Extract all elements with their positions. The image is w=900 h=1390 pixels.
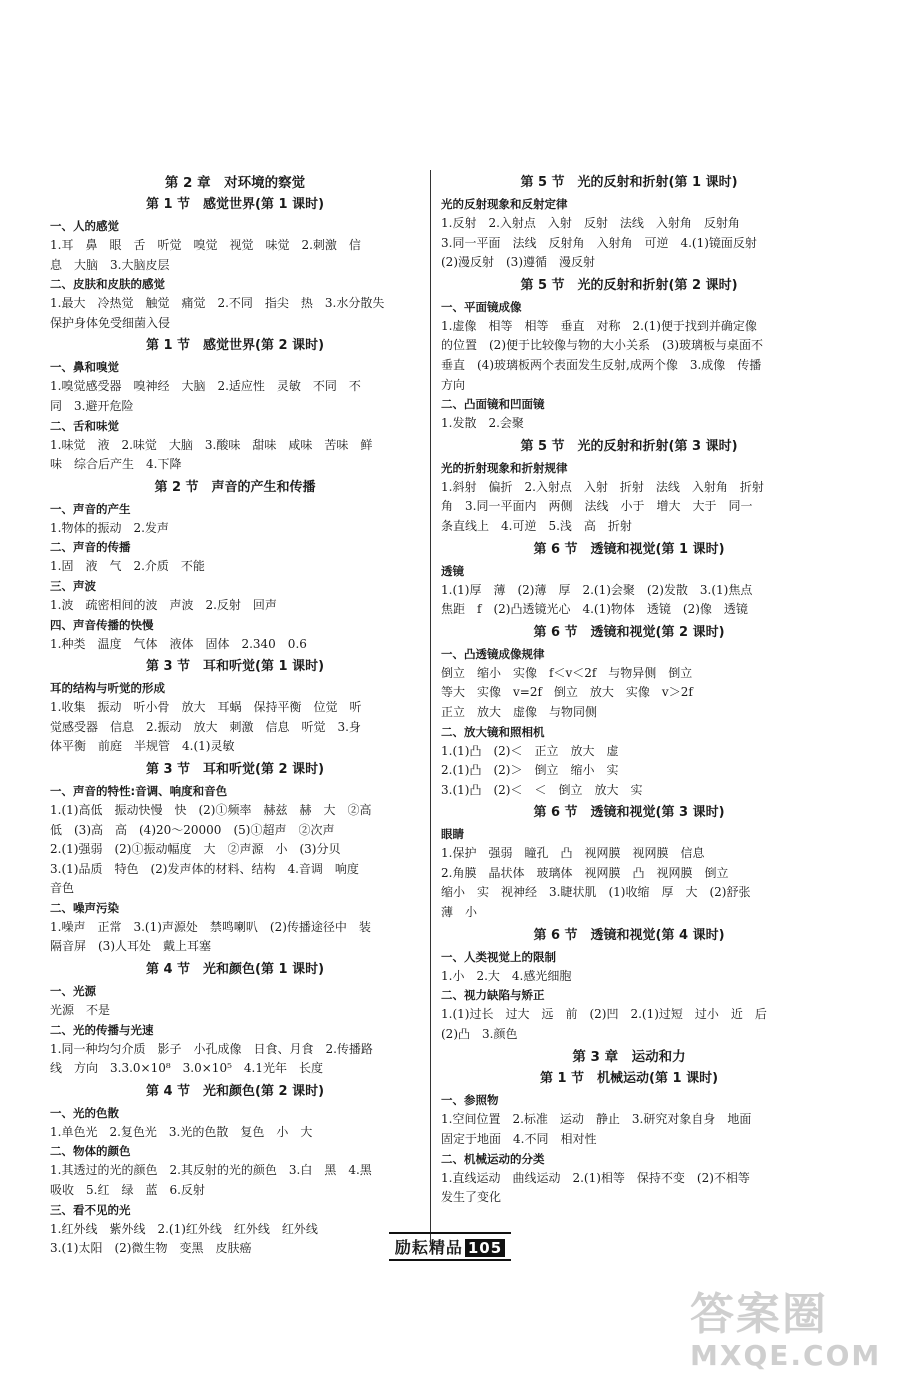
subsection-heading: 眼睛 bbox=[441, 827, 464, 842]
answer-line: 1.红外线 紫外线 2.(1)红外线 红外线 红外线 bbox=[50, 1221, 318, 1236]
section-heading: 第 5 节 光的反射和折射(第 2 课时) bbox=[520, 277, 738, 293]
answer-line: 1.单色光 2.复色光 3.光的色散 复色 小 大 bbox=[50, 1124, 313, 1139]
watermark-url: MXQE.COM bbox=[690, 1339, 882, 1372]
watermark-title: 答案圈 bbox=[690, 1289, 828, 1340]
section-heading: 第 6 节 透镜和视觉(第 4 课时) bbox=[533, 927, 725, 943]
answer-line: 1.固 液 气 2.介质 不能 bbox=[50, 559, 205, 574]
answer-line: 1.耳 鼻 眼 舌 听觉 嗅觉 视觉 味觉 2.刺激 信 bbox=[50, 238, 361, 252]
subsection-heading: 二、凸面镜和凹面镜 bbox=[441, 397, 545, 412]
answer-line: 光源 不是 bbox=[50, 1003, 111, 1018]
subsection-heading: 一、参照物 bbox=[441, 1093, 499, 1108]
answer-line: 1.(1)过长 过大 远 前 (2)凹 2.(1)过短 过小 近 后 bbox=[441, 1007, 767, 1022]
subsection-heading: 二、噪声污染 bbox=[50, 900, 119, 915]
subsection-heading: 三、声波 bbox=[50, 578, 96, 593]
answer-line: 1.收集 振动 听小骨 放大 耳蜗 保持平衡 位觉 听 bbox=[50, 700, 362, 715]
section-heading: 第 2 节 声音的产生和传播 bbox=[154, 479, 316, 495]
answer-line: 体平衡 前庭 半规管 4.(1)灵敏 bbox=[50, 739, 235, 754]
answer-line: 1.小 2.大 4.感光细胞 bbox=[441, 968, 572, 983]
subsection-heading: 一、鼻和嗅觉 bbox=[50, 360, 119, 375]
answer-line: 2.角膜 晶状体 玻璃体 视网膜 凸 视网膜 倒立 bbox=[441, 865, 729, 880]
section-heading: 第 1 节 机械运动(第 1 课时) bbox=[539, 1071, 719, 1087]
chapter-heading: 第 3 章 运动和力 bbox=[572, 1049, 686, 1066]
section-heading: 第 1 节 感觉世界(第 2 课时) bbox=[145, 338, 325, 354]
subsection-heading: 二、物体的颜色 bbox=[50, 1144, 131, 1159]
brand-logo bbox=[389, 1232, 511, 1261]
answer-line: 1.斜射 偏折 2.入射点 入射 折射 法线 入射角 折射 bbox=[441, 479, 764, 494]
answer-line: 3.(1)太阳 (2)微生物 变黑 皮肤癌 bbox=[50, 1241, 252, 1256]
answer-line: 1.直线运动 曲线运动 2.(1)相等 保持不变 (2)不相等 bbox=[441, 1170, 750, 1185]
subsection-heading: 一、人的感觉 bbox=[50, 219, 119, 233]
answer-line: 1.虚像 相等 相等 垂直 对称 2.(1)便于找到并确定像 bbox=[441, 318, 757, 333]
right-column bbox=[441, 170, 817, 1208]
subsection-heading: 二、放大镜和照相机 bbox=[441, 724, 545, 739]
section-heading: 第 6 节 透镜和视觉(第 1 课时) bbox=[533, 541, 725, 557]
subsection-heading: 二、光的传播与光速 bbox=[50, 1022, 154, 1037]
answer-line: 同 3.避开危险 bbox=[50, 398, 134, 413]
answer-line: 2.(1)强弱 (2)①振动幅度 大 ②声源 小 (3)分贝 bbox=[50, 842, 341, 857]
answer-line: 垂直 (4)玻璃板两个表面发生反射,成两个像 3.成像 传播 bbox=[441, 357, 762, 372]
answer-line: 等大 实像 v=2f 倒立 放大 实像 v＞2f bbox=[441, 685, 693, 700]
answer-line: 方向 bbox=[441, 377, 466, 392]
answer-line: 音色 bbox=[50, 881, 75, 896]
section-heading: 第 3 节 耳和听觉(第 1 课时) bbox=[145, 659, 325, 675]
subsection-heading: 透镜 bbox=[441, 563, 464, 578]
answer-line: 1.种类 温度 气体 液体 固体 2.340 0.6 bbox=[50, 636, 307, 651]
answer-line: 线 方向 3.3.0×10⁸ 3.0×10⁵ 4.1光年 长度 bbox=[50, 1061, 323, 1076]
answer-line: 吸收 5.红 绿 蓝 6.反射 bbox=[50, 1183, 205, 1198]
answer-line: 1.物体的振动 2.发声 bbox=[50, 520, 169, 535]
answer-line: 低 (3)高 高 (4)20～20000 (5)①超声 ②次声 bbox=[50, 822, 335, 837]
answer-line: 1.空间位置 2.标准 运动 静止 3.研究对象自身 地面 bbox=[441, 1112, 752, 1127]
answer-line: 保护身体免受细菌入侵 bbox=[50, 315, 171, 330]
section-heading: 第 6 节 透镜和视觉(第 2 课时) bbox=[533, 624, 725, 640]
answer-line: 1.(1)高低 振动快慢 快 (2)①频率 赫兹 赫 大 ②高 bbox=[50, 802, 372, 817]
left-column bbox=[50, 170, 420, 1259]
subsection-heading: 二、视力缺陷与矫正 bbox=[441, 988, 545, 1003]
answer-line: 正立 放大 虚像 与物同侧 bbox=[441, 704, 598, 719]
watermark bbox=[690, 1290, 890, 1380]
answer-line: 1.其透过的光的颜色 2.其反射的光的颜色 3.白 黑 4.黑 bbox=[50, 1163, 372, 1178]
subsection-heading: 二、皮肤和皮肤的感觉 bbox=[50, 277, 165, 292]
subsection-heading: 二、声音的传播 bbox=[50, 540, 131, 555]
answer-line: 1.(1)凸 (2)＜ 正立 放大 虚 bbox=[441, 743, 619, 758]
answer-line: 1.波 疏密相间的波 声波 2.反射 回声 bbox=[50, 597, 277, 612]
answer-line: 1.(1)厚 薄 (2)薄 厚 2.(1)会聚 (2)发散 3.(1)焦点 bbox=[441, 582, 753, 597]
subsection-heading: 一、声音的特性:音调、响度和音色 bbox=[50, 783, 228, 798]
answer-line: 觉感受器 信息 2.振动 放大 刺激 信息 听觉 3.身 bbox=[50, 719, 361, 734]
section-heading: 第 3 节 耳和听觉(第 2 课时) bbox=[145, 761, 325, 777]
answer-line: 1.噪声 正常 3.(1)声源处 禁鸣喇叭 (2)传播途径中 装 bbox=[50, 919, 371, 934]
answer-line: 3.(1)凸 (2)＜ ＜ 倒立 放大 实 bbox=[441, 782, 643, 797]
answer-line: 1.味觉 液 2.味觉 大脑 3.酸味 甜味 咸味 苦味 鲜 bbox=[50, 437, 373, 452]
chapter-heading: 第 2 章 对环境的察觉 bbox=[164, 175, 306, 191]
page-number: 105 bbox=[465, 1239, 505, 1257]
section-heading: 第 4 节 光和颜色(第 1 课时) bbox=[145, 962, 325, 978]
subsection-heading: 一、光源 bbox=[50, 984, 96, 999]
subsection-heading: 光的折射现象和折射规律 bbox=[441, 460, 568, 475]
page-footer bbox=[0, 1232, 900, 1261]
answer-line: 条直线上 4.可逆 5.浅 高 折射 bbox=[441, 518, 632, 533]
section-heading: 第 4 节 光和颜色(第 2 课时) bbox=[145, 1083, 325, 1099]
answer-line: 1.发散 2.会聚 bbox=[441, 416, 524, 431]
answer-line: 隔音屏 (3)人耳处 戴上耳塞 bbox=[50, 939, 211, 954]
answer-line: 1.保护 强弱 瞳孔 凸 视网膜 视网膜 信息 bbox=[441, 846, 705, 861]
brand-name: 励耘精品 bbox=[394, 1238, 463, 1257]
answer-line: 3.(1)品质 特色 (2)发声体的材料、结构 4.音调 响度 bbox=[50, 861, 359, 876]
answer-line: 发生了变化 bbox=[441, 1190, 502, 1205]
answer-line: 息 大脑 3.大脑皮层 bbox=[50, 257, 170, 272]
subsection-heading: 一、声音的产生 bbox=[50, 501, 131, 516]
subsection-heading: 光的反射现象和反射定律 bbox=[441, 197, 568, 211]
answer-line: 味 综合后产生 4.下降 bbox=[50, 457, 182, 472]
answer-line: 1.最大 冷热觉 触觉 痛觉 2.不同 指尖 热 3.水分散失 bbox=[50, 296, 385, 311]
subsection-heading: 一、光的色散 bbox=[50, 1105, 119, 1120]
subsection-heading: 耳的结构与听觉的形成 bbox=[50, 681, 165, 696]
section-heading: 第 5 节 光的反射和折射(第 1 课时) bbox=[520, 175, 738, 190]
subsection-heading: 一、凸透镜成像规律 bbox=[441, 646, 545, 661]
answer-line: 固定于地面 4.不同 相对性 bbox=[441, 1132, 597, 1147]
section-heading: 第 6 节 透镜和视觉(第 3 课时) bbox=[533, 805, 725, 821]
answer-line: 1.同一种均匀介质 影子 小孔成像 日食、月食 2.传播路 bbox=[50, 1041, 373, 1056]
column-divider bbox=[430, 170, 431, 1245]
answer-line: 2.(1)凸 (2)＞ 倒立 缩小 实 bbox=[441, 763, 619, 778]
answer-line: 的位置 (2)便于比较像与物的大小关系 (3)玻璃板与桌面不 bbox=[441, 338, 763, 353]
section-heading: 第 5 节 光的反射和折射(第 3 课时) bbox=[520, 438, 738, 454]
answer-line: (2)漫反射 (3)遵循 漫反射 bbox=[441, 255, 595, 270]
subsection-heading: 三、看不见的光 bbox=[50, 1202, 131, 1217]
subsection-heading: 二、舌和味觉 bbox=[50, 418, 119, 433]
answer-line: 角 3.同一平面内 两侧 法线 小于 增大 大于 同一 bbox=[441, 499, 753, 514]
answer-line: 薄 小 bbox=[441, 905, 478, 920]
answer-line: 缩小 实 视神经 3.睫状肌 (1)收缩 厚 大 (2)舒张 bbox=[441, 885, 751, 900]
answer-line: 3.同一平面 法线 反射角 入射角 可逆 4.(1)镜面反射 bbox=[441, 235, 757, 250]
answer-line: (2)凸 3.颜色 bbox=[441, 1026, 518, 1041]
answer-line: 倒立 缩小 实像 f＜v＜2f 与物异侧 倒立 bbox=[441, 665, 693, 680]
subsection-heading: 二、机械运动的分类 bbox=[441, 1151, 545, 1166]
subsection-heading: 一、平面镜成像 bbox=[441, 299, 522, 314]
answer-line: 1.反射 2.入射点 入射 反射 法线 入射角 反射角 bbox=[441, 216, 740, 230]
answer-line: 1.嗅觉感受器 嗅神经 大脑 2.适应性 灵敏 不同 不 bbox=[50, 379, 361, 394]
section-heading: 第 1 节 感觉世界(第 1 课时) bbox=[145, 197, 325, 212]
subsection-heading: 四、声音传播的快慢 bbox=[50, 617, 154, 632]
subsection-heading: 一、人类视觉上的限制 bbox=[441, 949, 556, 964]
answer-line: 焦距 f (2)凸透镜光心 4.(1)物体 透镜 (2)像 透镜 bbox=[441, 602, 748, 617]
